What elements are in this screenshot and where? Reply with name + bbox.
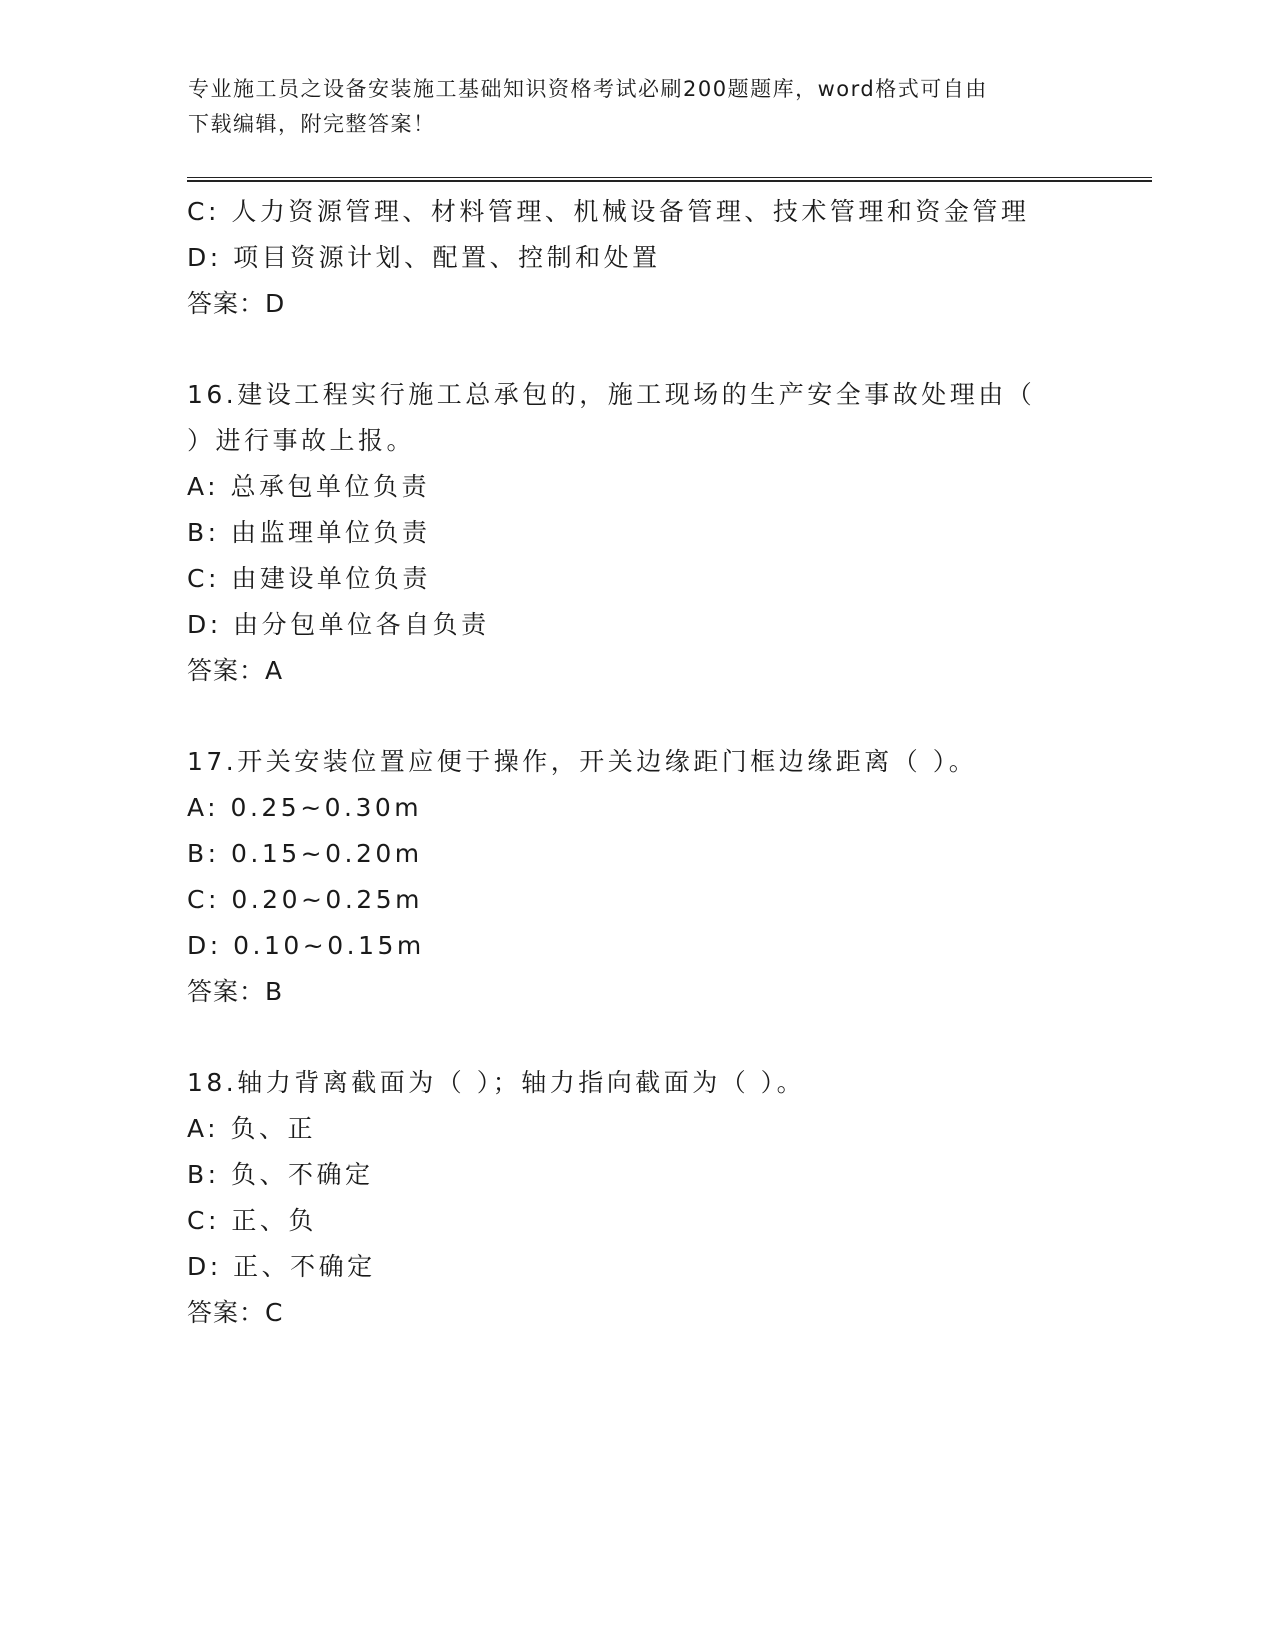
answer: 答案：D [187,289,286,318]
option-c: C: 人力资源管理、材料管理、机械设备管理、技术管理和资金管理 [187,197,1030,226]
question-text-continued: ）进行事故上报。 [187,426,416,455]
header-divider [187,177,1152,182]
answer: 答案：C [187,1298,284,1327]
spacer [187,694,1087,739]
question-16 [187,372,1087,694]
option-c: C: 正、负 [187,1206,317,1235]
header-line-1: 专业施工员之设备安装施工基础知识资格考试必刷200题题库，word格式可自由 [188,77,988,101]
option-c: C: 由建设单位负责 [187,564,431,593]
question-17 [187,739,1087,1015]
option-a: A: 0.25~0.30m [187,793,423,822]
option-b: B: 负、不确定 [187,1160,374,1189]
question-text: 16.建设工程实行施工总承包的，施工现场的生产安全事故处理由（ [187,380,1036,409]
spacer [187,1015,1087,1060]
option-a: A: 负、正 [187,1114,317,1143]
option-c: C: 0.20~0.25m [187,885,423,914]
answer: 答案：A [187,656,284,685]
option-d: D: 由分包单位各自负责 [187,610,490,639]
header-line-2: 下载编辑，附完整答案！ [188,112,436,136]
document-header [188,72,1068,142]
question-text: 18.轴力背离截面为（ ）；轴力指向截面为（ ）。 [187,1068,806,1097]
option-d: D: 0.10~0.15m [187,931,425,960]
option-d: D: 正、不确定 [187,1252,376,1281]
option-a: A: 总承包单位负责 [187,472,431,501]
option-d: D: 项目资源计划、配置、控制和处置 [187,243,661,272]
answer: 答案：B [187,977,284,1006]
option-b: B: 0.15~0.20m [187,839,423,868]
question-list [187,189,1087,1336]
option-b: B: 由监理单位负责 [187,518,431,547]
question-15-tail [187,189,1087,327]
question-text: 17.开关安装位置应便于操作，开关边缘距门框边缘距离（ ）。 [187,747,978,776]
spacer [187,327,1087,372]
question-18 [187,1060,1087,1336]
